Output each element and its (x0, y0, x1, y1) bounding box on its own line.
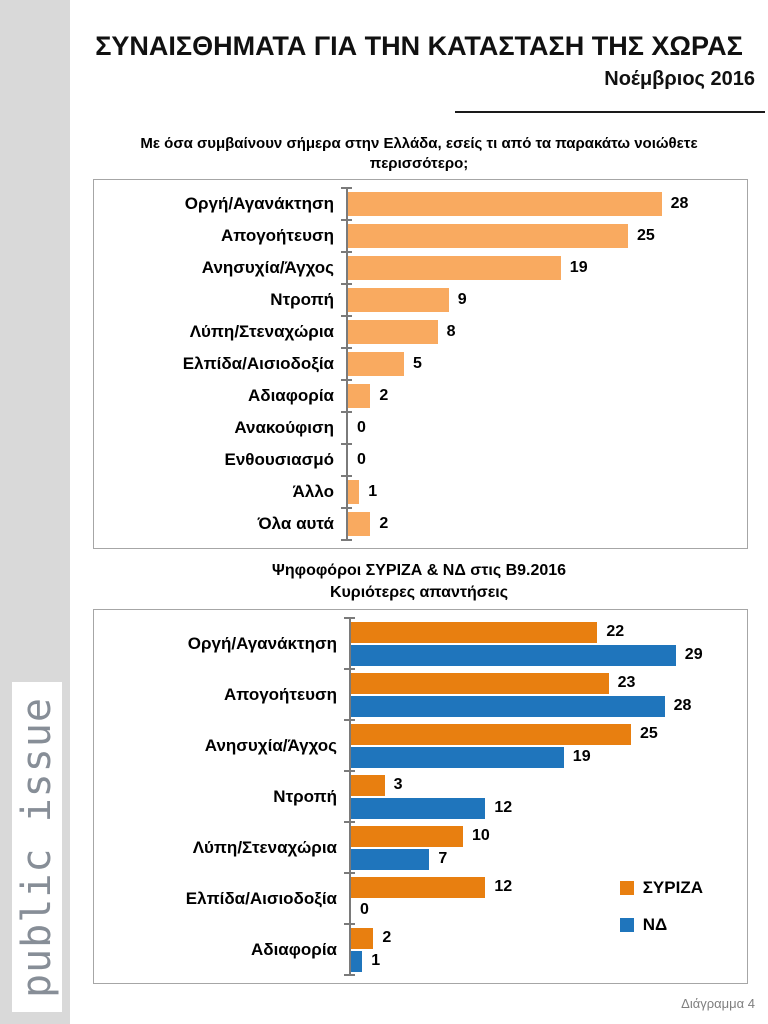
bar-νδ (351, 645, 676, 666)
value-label: 2 (379, 515, 389, 532)
plot-area (351, 822, 747, 873)
value-label: 10 (472, 827, 490, 844)
bar (348, 288, 449, 312)
bar-νδ (351, 951, 362, 972)
chart-row (94, 771, 747, 822)
bar-συριζα (351, 622, 597, 643)
total-emotions-chart (93, 179, 748, 549)
bar-συριζα (351, 724, 631, 745)
chart-row (94, 822, 747, 873)
page-title: ΣΥΝΑΙΣΘΗΜΑΤΑ ΓΙΑ ΤΗΝ ΚΑΤΑΣΤΑΣΗ ΤΗΣ ΧΩΡΑΣ (95, 31, 743, 61)
party-emotions-chart (93, 609, 748, 984)
category-label: Ενθουσιασμό (224, 450, 334, 469)
bar-συριζα (351, 775, 385, 796)
value-label: 25 (637, 227, 655, 244)
chart-row (94, 188, 747, 220)
chart-row (94, 380, 747, 412)
bar (348, 320, 438, 344)
chart-row (94, 924, 747, 975)
value-label: 19 (569, 259, 588, 276)
value-label: 23 (617, 674, 636, 691)
value-label: 3 (393, 776, 403, 793)
category-label: Ελπίδα/Αισιοδοξία (185, 888, 337, 908)
category-label: Αδιαφορία (251, 939, 337, 959)
value-label: 25 (640, 725, 658, 742)
bar-νδ (351, 696, 665, 717)
bar-συριζα (351, 877, 485, 898)
plot-area (351, 720, 747, 771)
bar (348, 480, 359, 504)
chart-row (94, 348, 747, 380)
legend-label-nd: ΝΔ (642, 915, 668, 934)
plot-area (348, 380, 747, 412)
second-chart-title-line2: Κυριότερες απαντήσεις (329, 584, 509, 601)
logo-text: public issue (14, 696, 60, 998)
bar-νδ (351, 849, 429, 870)
plot-area (348, 316, 747, 348)
plot-area (348, 220, 747, 252)
chart-row (94, 720, 747, 771)
category-label: Λύπη/Στεναχώρια (192, 837, 337, 857)
page-subtitle: Νοέμβριος 2016 (604, 68, 755, 90)
bar (348, 224, 628, 248)
category-label: Όλα αυτά (257, 514, 334, 533)
value-label: 2 (382, 929, 392, 946)
second-chart-title-line1: Ψηφοφόροι ΣΥΡΙΖΑ & ΝΔ στις Β9.2016 (271, 562, 567, 579)
value-label: 8 (446, 323, 456, 340)
value-label: 19 (572, 748, 591, 765)
plot-area (348, 476, 747, 508)
plot-area (351, 873, 747, 924)
plot-area (348, 284, 747, 316)
value-label: 0 (357, 451, 366, 468)
value-label: 28 (673, 697, 692, 714)
plot-area (348, 412, 747, 444)
legend-label-syriza: ΣΥΡΙΖΑ (642, 878, 703, 897)
bar-νδ (351, 798, 485, 819)
bar-συριζα (351, 826, 463, 847)
category-label: Ντροπή (273, 786, 337, 806)
category-label: Ελπίδα/Αισιοδοξία (182, 354, 334, 373)
value-label: 12 (494, 878, 513, 895)
header-rule (455, 111, 765, 113)
category-label: Ανακούφιση (234, 418, 334, 437)
chart-row (94, 476, 747, 508)
category-label: Οργή/Αγανάκτηση (187, 633, 337, 653)
chart-row (94, 669, 747, 720)
chart-row (94, 412, 747, 444)
plot-area (348, 444, 747, 476)
value-label: 0 (357, 419, 366, 436)
plot-area (348, 252, 747, 284)
bar-νδ (351, 747, 564, 768)
category-label: Άλλο (292, 482, 334, 501)
value-label: 2 (379, 387, 389, 404)
question-title: Με όσα συμβαίνουν σήμερα στην Ελλάδα, εσείς τι από τα παρακάτω νοιώθετε περισσότερο; (140, 135, 698, 172)
value-label: 28 (670, 195, 689, 212)
category-label: Ντροπή (270, 290, 334, 309)
value-label: 12 (494, 799, 513, 816)
bar-συριζα (351, 928, 373, 949)
category-label: Ανησυχία/Άγχος (204, 735, 337, 755)
second-chart-title (70, 560, 768, 604)
chart-row (94, 508, 747, 540)
chart-row (94, 220, 747, 252)
plot-area (348, 188, 747, 220)
category-label: Οργή/Αγανάκτηση (184, 194, 334, 213)
category-label: Απογοήτευση (224, 684, 337, 704)
plot-area (348, 348, 747, 380)
category-label: Αδιαφορία (248, 386, 334, 405)
bar (348, 192, 662, 216)
value-label: 1 (368, 483, 378, 500)
plot-area (348, 508, 747, 540)
bar (348, 512, 370, 536)
value-label: 29 (684, 646, 703, 663)
value-label: 0 (360, 901, 369, 918)
chart-row (94, 316, 747, 348)
plot-area (351, 618, 747, 669)
diagram-caption: Διάγραμμα 4 (681, 996, 755, 1011)
bar (348, 256, 561, 280)
category-label: Ανησυχία/Άγχος (201, 258, 334, 277)
value-label: 22 (606, 623, 625, 640)
value-label: 7 (438, 850, 448, 867)
value-label: 1 (371, 952, 381, 969)
value-label: 5 (413, 355, 422, 372)
plot-area (351, 669, 747, 720)
chart-row (94, 873, 747, 924)
category-label: Λύπη/Στεναχώρια (189, 322, 334, 341)
plot-area (351, 924, 747, 975)
bar-συριζα (351, 673, 609, 694)
category-label: Απογοήτευση (221, 226, 334, 245)
chart-row (94, 618, 747, 669)
chart-row (94, 284, 747, 316)
chart-row (94, 444, 747, 476)
bar (348, 352, 404, 376)
value-label: 9 (457, 291, 467, 308)
slide-content (70, 0, 768, 1024)
plot-area (351, 771, 747, 822)
bar (348, 384, 370, 408)
chart-row (94, 252, 747, 284)
public-issue-logo (12, 682, 62, 1012)
